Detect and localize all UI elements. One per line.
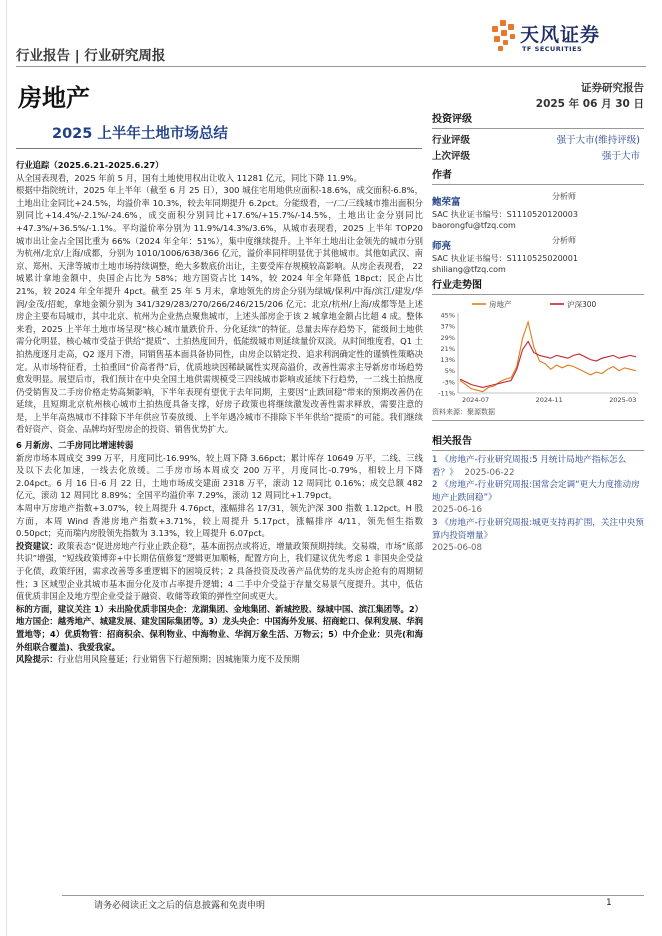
analyst-heading: 作者 xyxy=(432,170,452,181)
analyst-role: 分析师 xyxy=(552,192,576,201)
analyst-divider xyxy=(432,184,644,185)
y-tick-label: 5% xyxy=(444,367,455,376)
y-tick-label: 29% xyxy=(440,333,455,342)
trend-chart xyxy=(432,297,644,407)
page-number: 1 xyxy=(606,898,612,908)
section-heading-housing: 6 月新房、二手房同比增速转弱 xyxy=(16,440,134,451)
y-tick-label: -11% xyxy=(438,389,455,398)
rating-panel xyxy=(432,110,644,162)
related-divider xyxy=(432,450,644,451)
y-tick-label: 37% xyxy=(440,322,455,331)
risk-lead: 风险提示： xyxy=(16,654,58,665)
header-divider xyxy=(16,66,646,67)
logo-mark-icon xyxy=(490,20,518,54)
section-heading-tracking: 行业追踪（2025.6.21-2025.6.27） xyxy=(16,160,164,170)
footer-disclaimer: 请务必阅读正文之后的信息披露和免责申明 xyxy=(94,901,266,911)
related-heading: 相关报告 xyxy=(432,436,472,447)
paragraph-land-revenue: 从全国表现看，2025 年前 5 月，国有土地使用权出让收入 11281 亿元，同比下降 11.9%。 xyxy=(16,172,362,183)
paragraph-risk xyxy=(16,653,423,666)
trend-source: 资料来源：聚源数据 xyxy=(432,408,495,416)
side-decoration xyxy=(4,0,12,936)
y-tick-label: 45% xyxy=(440,311,455,320)
y-tick-label: -3% xyxy=(442,378,455,387)
y-tick-label: 21% xyxy=(440,344,455,353)
related-item[interactable] xyxy=(432,479,644,517)
paragraph-housing-trade: 新房市场本周成交 399 万平，月度同比-16.99%，较上周下降 3.66pct；累计库存 10649 万平，二线、三线及以下去化加速，一线去化放缓。二手房市场本周成交 200 万平，月度同比-0.79%，相较上月下降 2.04pct。6 月 16 日-6 月 22 日，土地市场成交建面 2318 万平，滚动 12 周同比 0.16%；成交总额 482 亿元，滚动 12 周同比 8.89%；全国平均溢价率 7.29%，滚动 12 周同比+1.79pct。 xyxy=(16,452,423,501)
analyst-1 xyxy=(432,190,644,231)
analyst-cert: SAC 执业证书编号：S1110520120003 xyxy=(432,210,578,219)
x-tick-label: 2025-03 xyxy=(609,396,637,404)
trend-panel xyxy=(432,276,644,421)
trend-bottom-divider xyxy=(432,420,644,421)
analyst-name: 鲍荣富 xyxy=(432,197,461,208)
report-type-label: 行业报告 | 行业研究周报 xyxy=(16,48,166,64)
report-kind: 证券研究报告 xyxy=(581,82,644,94)
paragraph-investment xyxy=(16,540,423,603)
legend-label: 沪深300 xyxy=(567,300,597,309)
investment-lead: 投资建议： xyxy=(16,540,58,551)
industry-rating-value: 强于大市(维持评级) xyxy=(556,135,640,146)
industry-rating-row xyxy=(432,132,644,146)
analyst-name: 师亮 xyxy=(432,241,452,252)
paragraph-land-market: 根据中指院统计，2025 年上半年（截至 6 月 25 日），300 城住宅用地供应面积-18.6%，成交面积-6.8%，土地出让金同比+24.5%，均溢价率 10.3%，较去年同期提升 6.2pct。分能级看，一/二/三线城市推出面积分别同比+14.4%/-2.1%/-24.6%，成交面积分别同比+17.6%/+15.7%/-14.5%，土地出让金分别同比+47.3%/+36.5%/-1.1%。平均溢价率分别为 11.9%/14.3%/3.6%，从城市表现看，2025 上半年 TOP20 城市出让金占全国比重为 66%（2024 年全年：51%），集中度继续提升。上半年土地出让金领先的城市分别为杭州/北京/上海/成都，分别为 1010/1006/638/366 亿元，溢价率同样明显优于其他城市。其他如武汉、南京、郑州、天津等城市土地市场持续调整，绝大多数底价出让，主要受库存规模较高影响。从房企表现看， 22 城累计拿地金额中，央国企占比为 58%；地方国资占比 14%，较 2024 年全年降低 18pct；民企占比 21%，较 2024 年全年提升 4pct。截至 25 年 5 月末，拿地领先的房企分别为绿城/保利/中海/滨江/建发/华润/金茂/招蛇，拿地金额分别为 341/329/283/270/266/246/215/206 亿元；北京/杭州/上海/成都等是上述房企主要布局城市，其中北京、杭州为企业热点聚焦城市，上述头部房企于该 2 城拿地金额占比超 4 成。整体来看，2025 上半年土地市场呈现“核心城市量跌价升、分化延续”的特征。总量去库存趋势下，能级间土地供需分化明显，核心城市受益于供给“提质”、土拍热度回升，低能级城市则延续量价双淡。从时间维度看，Q1 土拍热度逐月走高，Q2 逐月下滑，同销售基本面具备协同性，由房企以销定投、追求利润确定性的谨慎性策略决定。从市场特征看，土拍重回“价高者得”后，优质地块因稀缺属性实现高溢价，改善性需求主导新房市场趋势愈发明显。展望后市，我们预计在中央全国土地供需规模受三四线城市影响或延续下行趋势，一二线土拍热度仍受销售及二手房价格走势高频影响，下半年表现有望优于去年同期，主要因“止跌回稳”带来的预期改善仍在延续，且短期北京杭州核心城市土拍热度具备支撑，好房子政策也将继续激发改善性需求释放，需要注意的是，上半年高热城市不排除下半年供应节奏放缓、上半年遇冷城市不排除下半年供给“提质”的可能。我们继续看好资产、资金、品牌均好型房企的投资、销售优势扩大。 xyxy=(16,185,423,435)
related-item-date: 2025-06-22 xyxy=(464,467,515,478)
report-date: 2025 年 06 月 30 日 xyxy=(535,98,644,110)
related-item-date: 2025-06-08 xyxy=(432,543,482,554)
main-body xyxy=(16,159,423,666)
risk-text: 行业信用风险蔓延；行业销售下行超预期；因城施策力度不及预期 xyxy=(57,654,300,665)
analyst-role: 分析师 xyxy=(552,236,576,245)
related-item-title[interactable]: 2 《房地产-行业研究周报:国常会定调“更大力度推动房地产止跌回稳”》 xyxy=(432,480,640,503)
legend-label: 房地产 xyxy=(489,300,512,309)
last-rating-value: 强于大市 xyxy=(601,151,640,162)
industry-rating-label: 行业评级 xyxy=(432,135,471,146)
analyst-cert: SAC 执业证书编号：S1110525020001 xyxy=(432,254,578,263)
related-item-date: 2025-06-16 xyxy=(432,505,482,516)
investment-text: 政策表态“促进房地产行业止跌企稳”，基本面拐点或将近，增量政策预期持续。交易端，市场“底部共识”增强，“短线政策博弈+中长期估值修复”逻辑更加顺畅，配置方向上，我们建议优先考虑 1 非国央企受益于化债，政策纾困，需求改善等多重逻辑下的困境反转；2 具备投资及改善产品优势的龙头房企抢有的周期韧性；3 区域型企业其城市基本面分化及市占率提升逻辑；4 二手中介受益于存量交易景气度提升。其中，低估值优质非国企及地方型企业受益于融资、收储等政策的弹性空间或更大。 xyxy=(16,540,424,602)
last-rating-label: 上次评级 xyxy=(432,151,471,162)
paragraph-index: 本周申万房地产指数+3.07%，较上周提升 4.76pct，涨幅排名 17/31，领先沪深 300 指数 1.12pct。H 股方面，本周 Wind 香港房地产指数+3.71%，较上周提升 5.17pct，涨幅排序 4/11，领先恒生指数 0.50pct；克而瑞内房股领先指数为 3.13%，较上周提升 6.07pct。 xyxy=(16,503,423,539)
related-item[interactable] xyxy=(432,454,644,479)
y-tick-label: 13% xyxy=(440,356,455,365)
footer-divider xyxy=(62,895,644,896)
trend-divider xyxy=(432,294,644,295)
rating-heading: 投资评级 xyxy=(432,114,472,125)
related-item-title[interactable]: 3 《房地产-行业研究周报:城更支持再扩围，关注中央预算内投资增量》 xyxy=(432,517,644,541)
x-tick-label: 2024-07 xyxy=(462,396,490,404)
rating-divider xyxy=(432,128,644,129)
page-title: 房地产 xyxy=(18,84,90,112)
analyst-email[interactable]: shiliang@tfzq.com xyxy=(432,265,506,274)
analyst-email[interactable]: baorongfu@tfzq.com xyxy=(432,221,516,230)
subtitle-divider xyxy=(16,148,422,149)
logo-text-cn: 天风证券 xyxy=(520,24,601,46)
x-tick-label: 2024-11 xyxy=(535,396,563,404)
paragraph-targets: 标的方面，建议关注 1）未出险优质非国央企：龙湖集团、金地集团、新城控股、绿城中国、滨江集团等。2）地方国企：越秀地产、城建发展、建发国际集团等。3）龙头央企：中国海外发展、招商蛇口、保利发展、华润置地等；4）优质物管：招商积余、保利物业、中海物业、华润万象生活、万物云；5）中介企业：贝壳(和海外组联合覆盖)、我爱我家。 xyxy=(16,603,423,652)
logo xyxy=(490,18,650,62)
related-panel xyxy=(432,432,644,555)
analyst-2 xyxy=(432,234,644,275)
trend-heading: 行业走势图 xyxy=(432,280,482,291)
related-item-title[interactable]: 1 《房地产-行业研究周报:5 月统计局地产指标怎么看？》 xyxy=(432,455,627,478)
last-rating-row xyxy=(432,148,644,162)
series-line-2 xyxy=(460,342,636,388)
analyst-panel xyxy=(432,166,644,275)
logo-text-en: TF SECURITIES xyxy=(522,45,583,53)
related-item[interactable] xyxy=(432,517,644,555)
report-subtitle: 2025 上半年土地市场总结 xyxy=(52,126,228,142)
